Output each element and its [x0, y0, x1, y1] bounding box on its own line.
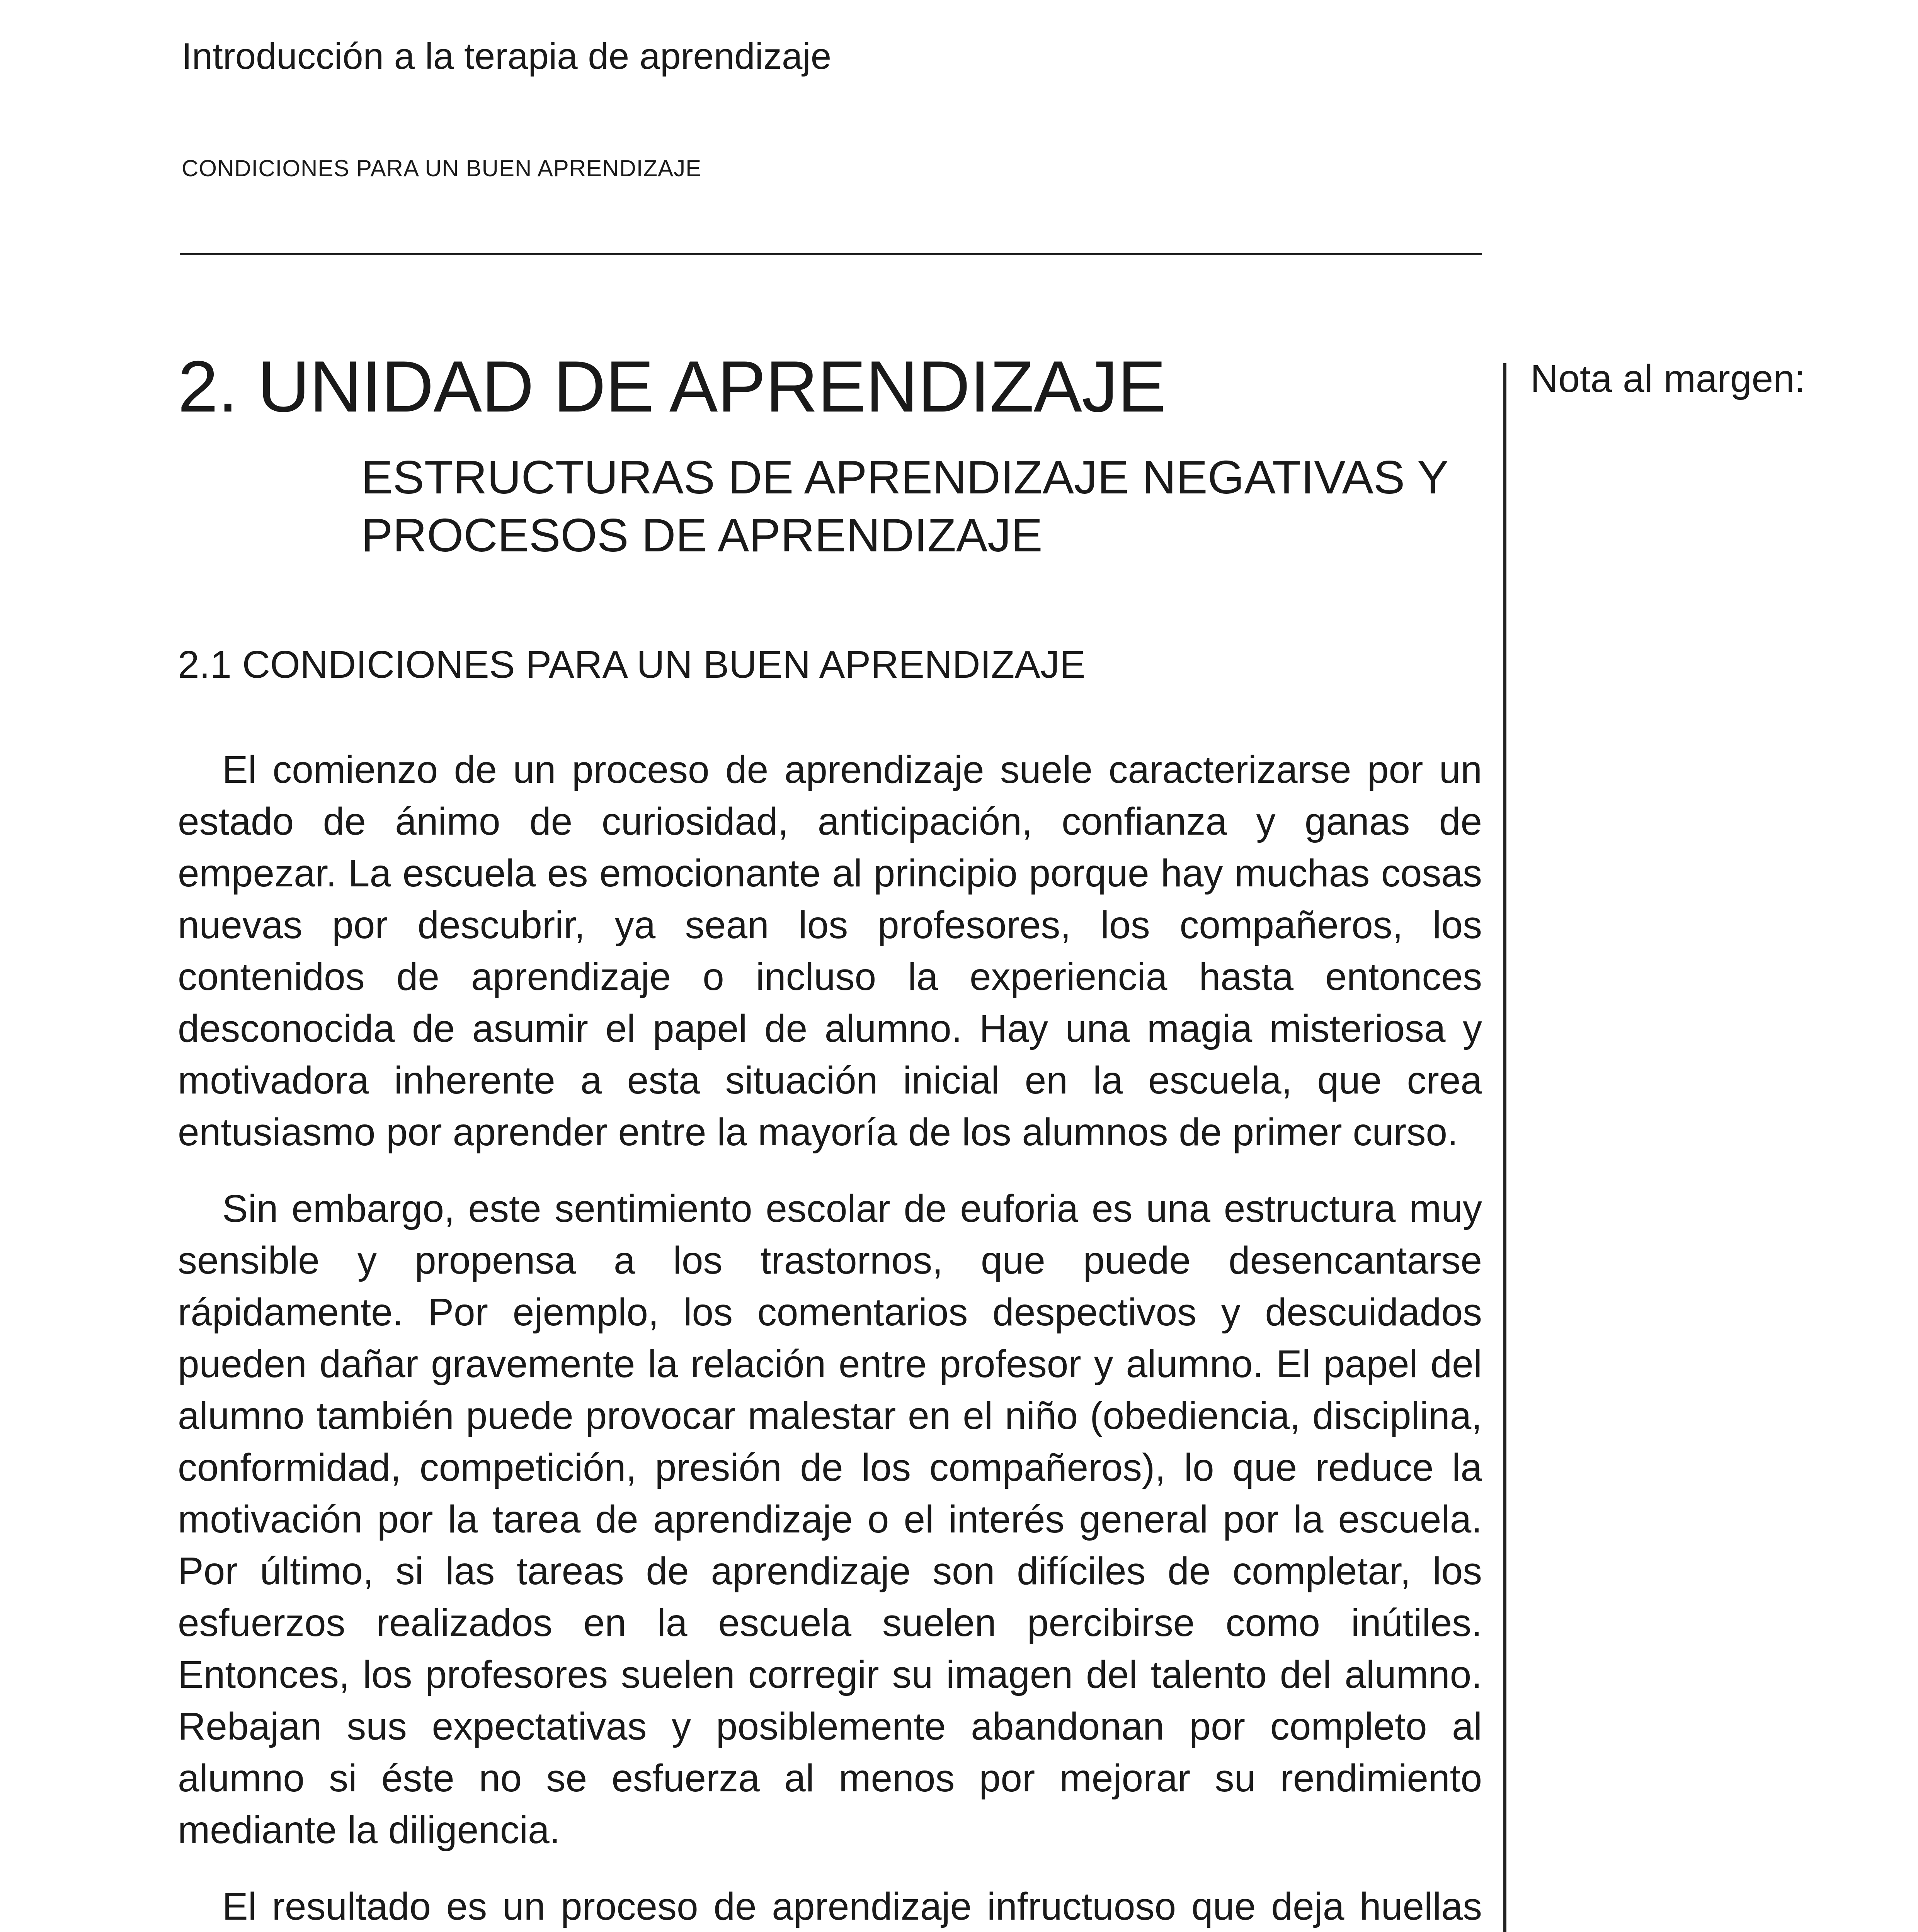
chapter-subtitle: ESTRUCTURAS DE APRENDIZAJE NEGATIVAS Y PROCESOS DE APRENDIZAJE [361, 451, 1448, 561]
margin-note-label: Nota al margen: [1530, 357, 1806, 400]
paragraph: Sin embargo, este sentimiento escolar de euforia es una estructura muy sensible y propensa a los trastornos, que puede desencantarse rápidamente. Por ejemplo, los comentarios despectivos y descuidados pueden dañar gravemente la relación entre profesor y alumno. El papel del alumno también puede provocar malestar en el niño (obediencia, disciplina, conformidad, competición, presión de los compañeros), lo que reduce la motivación por la tarea de aprendizaje o el interés general por la escuela. Por último, si las tareas de aprendizaje son difíciles de completar, los esfuerzos realizados en la escuela suelen percibirse como inútiles. Entonces, los profesores suelen corregir su imagen del talento del alumno. Rebajan sus expectativas y posiblemente abandonan por completo al alumno si éste no se esfuerza al menos por mejorar su rendimiento mediante la diligencia. [178, 1187, 1482, 1852]
running-header-subtitle: CONDICIONES PARA UN BUEN APRENDIZAJE [182, 155, 702, 181]
section-heading: 2.1 CONDICIONES PARA UN BUEN APRENDIZAJE [178, 643, 1086, 686]
paragraph: El resultado es un proceso de aprendizaje infructuoso que deja huellas [222, 1885, 1482, 1928]
margin-divider [1503, 363, 1506, 1932]
body-text [178, 744, 1482, 1932]
running-header-title: Introducción a la terapia de aprendizaje [182, 36, 832, 77]
paragraph: El comienzo de un proceso de aprendizaje suele caracterizarse por un estado de ánimo de curiosidad, anticipación, confianza y ganas de empezar. La escuela es emocionante al principio porque hay muchas cosas nuevas por descubrir, ya sean los profesores, los compañeros, los contenidos de aprendizaje o incluso la experiencia hasta entonces desconocida de asumir el papel de alumno. Hay una magia misteriosa y motivadora inherente a esta situación inicial en la escuela, que crea entusiasmo por aprender entre la mayoría de los alumnos de primer curso. [178, 748, 1482, 1154]
header-divider [180, 253, 1482, 255]
chapter-title: 2. UNIDAD DE APRENDIZAJE [178, 346, 1166, 427]
